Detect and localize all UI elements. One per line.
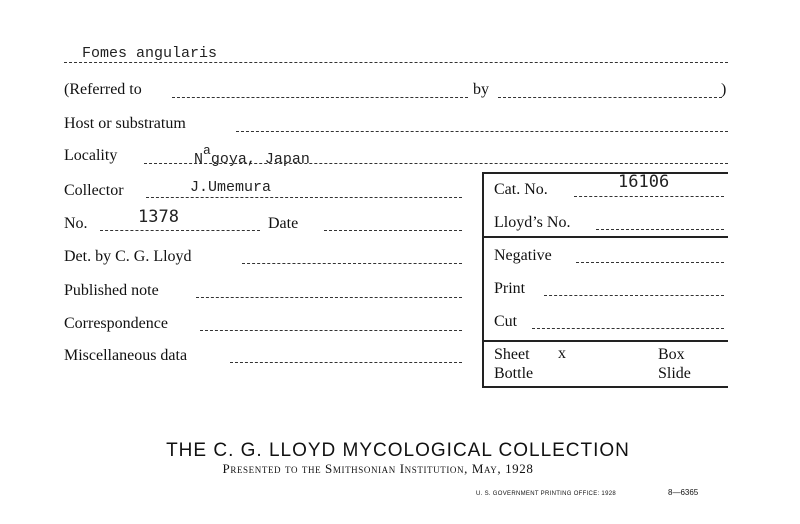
sheet-mark: x [558, 345, 566, 362]
by-line [498, 97, 722, 98]
referred-to-line [172, 97, 468, 98]
cat-no-line [574, 196, 724, 197]
host-line [236, 131, 728, 132]
box-bottom-border [482, 386, 728, 388]
slide-label: Slide [658, 365, 691, 382]
published-label: Published note [64, 282, 159, 299]
referred-to-label: (Referred to [64, 81, 142, 98]
collector-label: Collector [64, 182, 124, 199]
correspondence-line [200, 330, 462, 331]
no-value: 1378 [138, 207, 179, 227]
published-line [196, 297, 462, 298]
cat-no-value: 16106 [618, 172, 670, 192]
box-label: Box [658, 346, 685, 363]
sheet-label: Sheet [494, 346, 530, 363]
date-line [324, 230, 462, 231]
lloyds-no-line [596, 229, 724, 230]
misc-line [230, 362, 462, 363]
no-label: No. [64, 215, 88, 232]
collection-subtitle: Presented to the Smithsonian Institution, May, 1928 [222, 461, 534, 476]
date-label: Date [268, 215, 299, 232]
misc-label: Miscellaneous data [64, 347, 188, 364]
species-name: Fomes angularis [82, 45, 218, 62]
collector-line [146, 197, 462, 198]
species-line [64, 62, 728, 63]
det-label: Det. by C. G. Lloyd [64, 248, 192, 265]
negative-label: Negative [494, 247, 552, 264]
collection-title: THE C. G. LLOYD MYCOLOGICAL COLLECTION [166, 440, 630, 461]
printing-office-note: U. S. GOVERNMENT PRINTING OFFICE: 1928 [476, 491, 616, 497]
box-left-border [482, 172, 484, 388]
box-top-border [482, 172, 728, 174]
bottle-label: Bottle [494, 365, 534, 382]
lloyds-no-label: Lloyd’s No. [494, 214, 571, 231]
print-line [544, 295, 724, 296]
form-number: 8—6365 [668, 488, 699, 497]
print-label: Print [494, 280, 526, 297]
locality-label: Locality [64, 147, 118, 164]
cut-label: Cut [494, 313, 518, 330]
locality-value: $N^agoya$, Japan [194, 143, 310, 168]
correspondence-label: Correspondence [64, 315, 168, 332]
box-divider-2 [482, 340, 728, 342]
collector-value: J.Umemura [190, 179, 272, 196]
cut-line [532, 328, 724, 329]
no-line [100, 230, 260, 231]
host-label: Host or substratum [64, 115, 186, 132]
negative-line [576, 262, 724, 263]
box-divider-1 [482, 236, 728, 238]
by-label: by [473, 81, 489, 98]
referred-close: ) [721, 81, 727, 98]
det-line [242, 263, 462, 264]
cat-no-label: Cat. No. [494, 181, 548, 198]
